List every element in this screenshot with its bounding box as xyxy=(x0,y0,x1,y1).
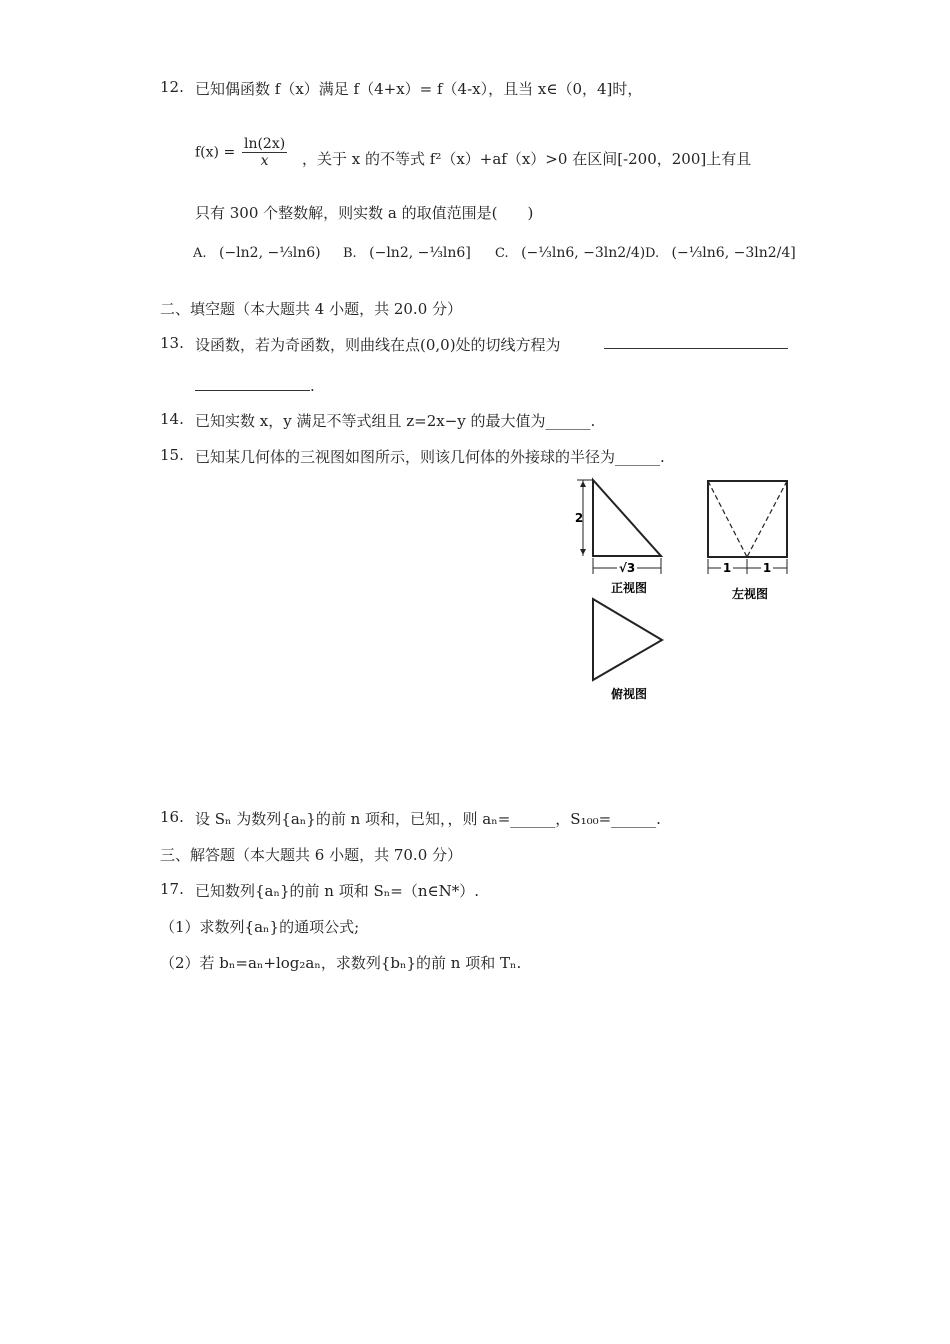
width-mark: √3 xyxy=(618,561,636,575)
option-text: (−ln2, −⅓ln6] xyxy=(369,245,471,261)
side-view-label: 左视图 xyxy=(731,587,769,601)
top-view xyxy=(593,599,662,701)
q17-number: 17. xyxy=(160,880,184,898)
q12-line3: 只有 300 个整数解，则实数 a 的取值范围是( ) xyxy=(195,204,534,222)
q12-option-b xyxy=(343,245,471,261)
q16-number: 16. xyxy=(160,808,184,826)
q13-text: 设函数，若为奇函数，则曲线在点(0,0)处的切线方程为 xyxy=(195,336,561,354)
front-view-label: 正视图 xyxy=(610,581,648,595)
q12-option-c xyxy=(495,245,645,261)
q12-option-a xyxy=(193,245,321,261)
three-view-figure xyxy=(565,474,800,709)
q12-number: 12. xyxy=(160,78,184,96)
option-label: A. xyxy=(193,246,207,261)
q16-text: 设 Sₙ 为数列{aₙ}的前 n 项和，已知，，则 aₙ=______，S₁₀₀=______. xyxy=(195,810,661,828)
q12-formula-lhs: f(x) = xyxy=(195,144,236,161)
option-text: (−⅓ln6, −3ln2/4) xyxy=(521,245,646,261)
height-mark: 2 xyxy=(574,511,584,525)
q12-line2: ，关于 x 的不等式 f²（x）+af（x）>0 在区间[-200，200]上有且 xyxy=(302,150,752,168)
q12-formula-denominator: x xyxy=(260,153,269,169)
section-fill-in-heading: 二、填空题（本大题共 4 小题，共 20.0 分） xyxy=(160,300,463,318)
q12-line1: 已知偶函数 f（x）满足 f（4+x）= f（4-x），且当 x∈（0，4]时， xyxy=(195,80,643,98)
q14-text: 已知实数 x，y 满足不等式组且 z=2x−y 的最大值为______. xyxy=(195,412,596,430)
q12-option-d xyxy=(645,245,796,261)
side-right-mark: 1 xyxy=(762,561,772,575)
q13-answer-blank-continued xyxy=(195,376,315,395)
option-label: B. xyxy=(343,246,357,261)
side-left-mark: 1 xyxy=(722,561,732,575)
q13-number: 13. xyxy=(160,334,184,352)
option-text: (−ln2, −⅓ln6) xyxy=(218,245,321,261)
q15-text: 已知某几何体的三视图如图所示，则该几何体的外接球的半径为______. xyxy=(195,448,665,466)
front-view xyxy=(575,480,661,595)
q12-formula xyxy=(195,136,289,169)
side-view xyxy=(708,481,787,601)
q15-number: 15. xyxy=(160,446,184,464)
q13-period: . xyxy=(310,377,315,395)
section-answer-heading: 三、解答题（本大题共 6 小题，共 70.0 分） xyxy=(160,846,463,864)
option-label: C. xyxy=(495,246,509,261)
q13-answer-blank xyxy=(604,334,788,353)
q12-formula-numerator: ln(2x) xyxy=(243,136,286,152)
q14-number: 14. xyxy=(160,410,184,428)
q17-part1: （1）求数列{aₙ}的通项公式; xyxy=(160,918,360,936)
option-text: (−⅓ln6, −3ln2/4] xyxy=(671,245,796,261)
q17-part2: （2）若 bₙ=aₙ+log₂aₙ，求数列{bₙ}的前 n 项和 Tₙ. xyxy=(160,954,522,972)
q17-text: 已知数列{aₙ}的前 n 项和 Sₙ=（n∈N*）. xyxy=(195,882,479,900)
q12-formula-fraction xyxy=(242,136,287,169)
option-label: D. xyxy=(645,246,660,261)
top-view-label: 俯视图 xyxy=(610,687,648,701)
